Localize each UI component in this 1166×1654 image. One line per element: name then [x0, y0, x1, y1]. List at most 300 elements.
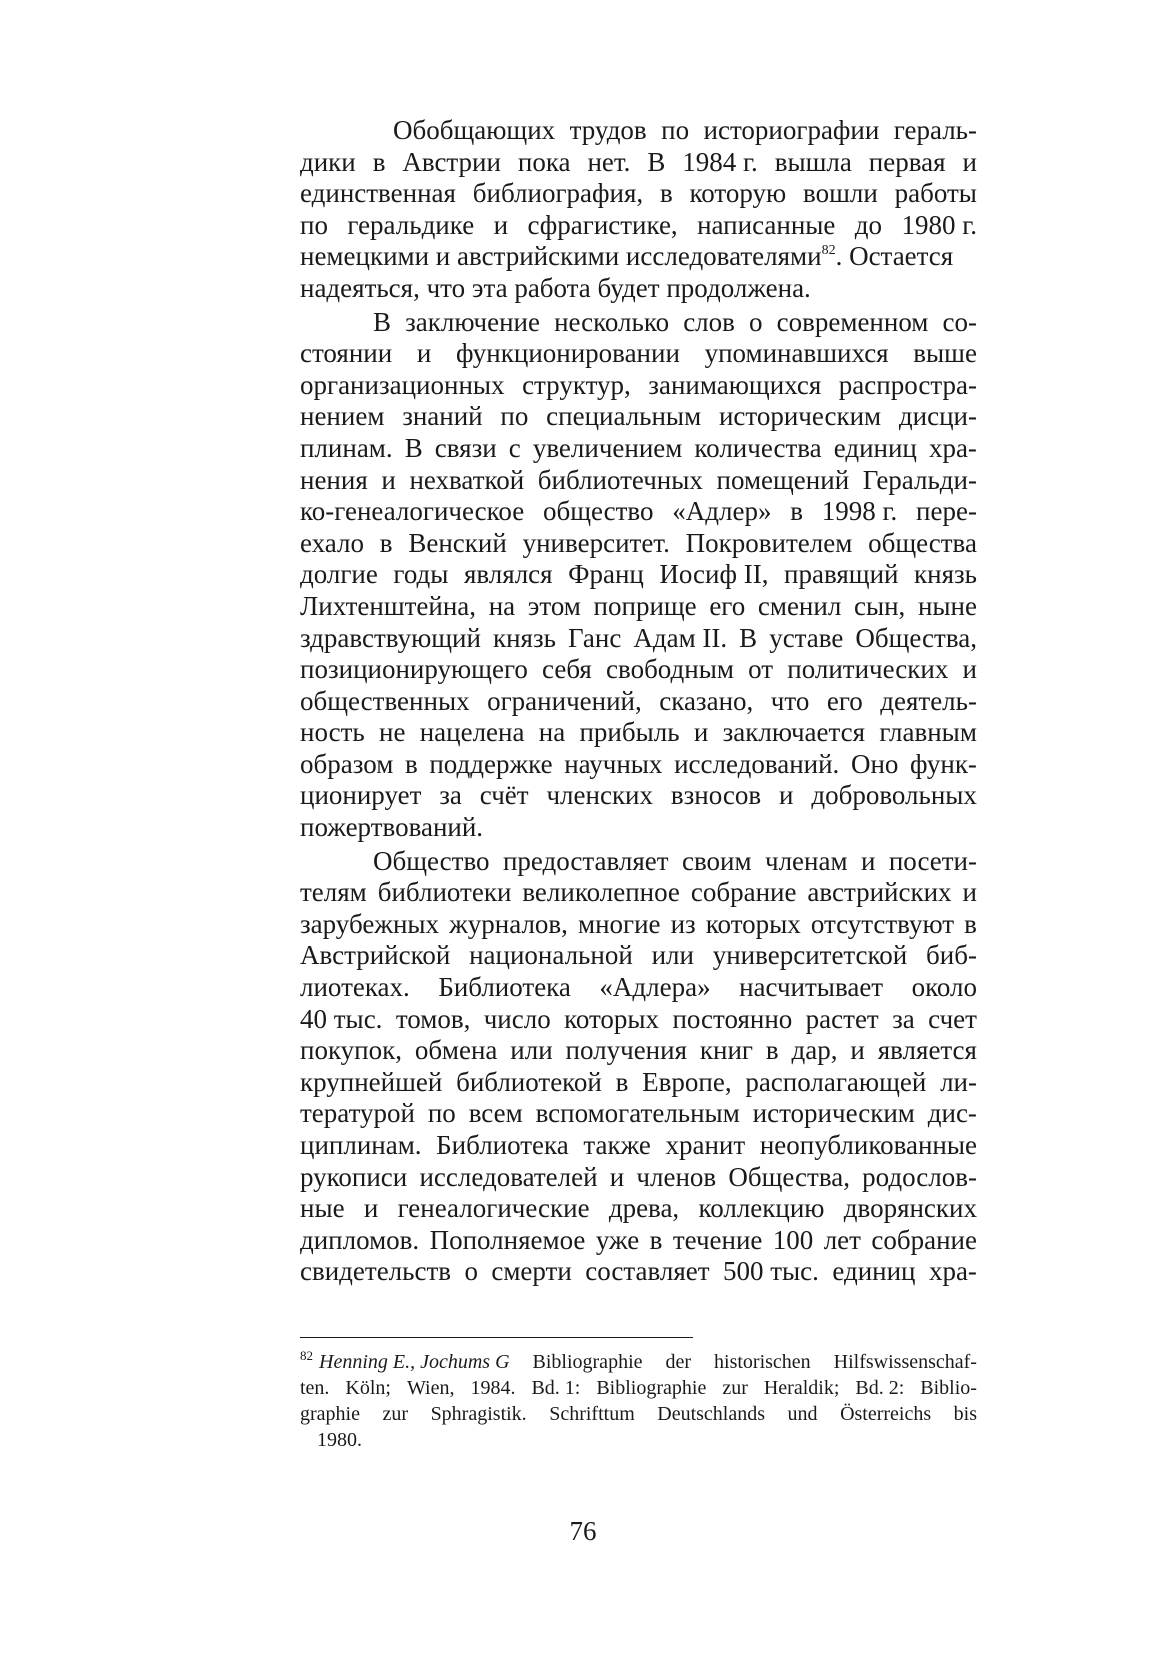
word: зарубежных — [300, 908, 440, 939]
text-line — [300, 465, 977, 497]
text-line — [300, 210, 977, 242]
word: bis — [953, 1403, 977, 1425]
text-line — [300, 1193, 977, 1225]
word: В — [373, 306, 392, 337]
word: правящий — [784, 559, 899, 590]
word: организационных — [300, 369, 505, 400]
word: знаний — [402, 401, 483, 432]
word: ционирует — [300, 780, 422, 811]
word: надеяться, что эта работа будет продолжена. — [300, 272, 811, 303]
word: деятель- — [880, 685, 977, 716]
word: несколько — [554, 306, 670, 337]
word: великолепное — [522, 877, 680, 908]
word: является — [877, 1035, 977, 1066]
footnote-line — [300, 1349, 977, 1375]
word: Bd. 1: — [531, 1377, 581, 1399]
text-line — [300, 1098, 977, 1130]
word: составляет — [585, 1256, 710, 1287]
word: хра- — [928, 432, 977, 463]
word: по — [300, 209, 328, 240]
word: биб- — [926, 940, 977, 971]
footnote-line — [300, 1375, 977, 1401]
word: плинам. — [300, 432, 393, 463]
word: der — [665, 1351, 692, 1373]
word: годы — [393, 559, 449, 590]
word: гераль- — [893, 115, 977, 145]
word: на — [538, 717, 566, 748]
word: членов — [636, 1161, 717, 1192]
word: слов — [683, 306, 735, 337]
word: о — [464, 1256, 478, 1287]
word: и — [416, 338, 432, 369]
word: растет — [805, 1003, 879, 1034]
word: Франц — [568, 559, 644, 590]
word: Deutschlands — [657, 1403, 766, 1425]
text-line — [300, 178, 977, 210]
word: Европе, — [642, 1066, 732, 1097]
word: из — [670, 908, 696, 939]
word: политических — [787, 654, 949, 685]
word: специальным — [546, 401, 702, 432]
word: связи — [434, 432, 497, 463]
word: структур, — [522, 369, 631, 400]
word: древа, — [608, 1193, 680, 1224]
text-line — [300, 749, 977, 781]
word: в — [765, 1035, 779, 1066]
word: вошли — [803, 178, 878, 209]
word: свидетельств — [300, 1256, 452, 1287]
text-line — [300, 370, 977, 402]
text-line — [300, 686, 977, 718]
word: Обобщающих — [393, 115, 556, 145]
word: австрийских — [807, 877, 952, 908]
word: обмена — [414, 1035, 498, 1066]
word: Адам II. — [633, 622, 728, 653]
word: в — [379, 527, 393, 558]
word: единиц — [833, 432, 917, 463]
word: о — [749, 306, 763, 337]
word: своим — [682, 845, 752, 876]
word: уже — [595, 1224, 640, 1255]
word: и — [381, 464, 396, 495]
word: Sphragistik. — [430, 1403, 527, 1425]
text-line — [300, 812, 977, 844]
text-line — [300, 307, 977, 339]
word: заключается — [722, 717, 866, 748]
word: Библиотека — [438, 972, 571, 1003]
word: Австрийской — [300, 940, 451, 971]
word: книг — [699, 1035, 753, 1066]
word: заключение — [405, 306, 540, 337]
word: и — [693, 717, 709, 748]
word: за — [892, 1003, 915, 1034]
text-line — [300, 1067, 977, 1099]
word: томов, — [395, 1003, 471, 1034]
word: библиография, — [472, 178, 644, 209]
word: университет. — [522, 527, 670, 558]
word: Wien, — [406, 1377, 455, 1399]
word: поприще — [593, 590, 697, 621]
word: количества — [694, 432, 822, 463]
word: 1980 г. — [901, 209, 977, 240]
word: крупнейшей — [300, 1066, 443, 1097]
word: от — [748, 654, 774, 685]
word: и — [962, 146, 977, 177]
word: что — [770, 685, 810, 716]
word: себя — [542, 654, 592, 685]
word: с — [508, 432, 521, 463]
word: ли- — [940, 1066, 977, 1097]
word: выше — [913, 338, 977, 369]
word: 100 — [772, 1224, 814, 1255]
word: Пополняемое — [429, 1224, 586, 1255]
word: В — [647, 146, 666, 177]
word: членам — [765, 845, 848, 876]
word: пока — [517, 146, 571, 177]
word: по — [500, 401, 529, 432]
word: этом — [527, 590, 581, 621]
word: Heraldik; — [763, 1377, 840, 1399]
word: общество — [542, 496, 654, 527]
word: помещений — [716, 464, 850, 495]
text-line — [300, 528, 977, 560]
word: смерти — [491, 1256, 572, 1287]
word: свободным — [606, 654, 734, 685]
word: вспомогательным — [535, 1098, 740, 1129]
word: национальной — [469, 940, 633, 971]
word: уставе — [769, 622, 844, 653]
word: Библиотека — [436, 1130, 569, 1160]
word: коллекцию — [698, 1193, 825, 1224]
text-line — [300, 909, 977, 941]
footnote-separator — [300, 1337, 693, 1338]
text-line — [300, 401, 977, 433]
word: постоянно — [672, 1003, 793, 1034]
word: которых — [705, 908, 801, 939]
footnote-reference[interactable]: 82 — [821, 243, 836, 259]
word: Общества, — [728, 1161, 850, 1192]
word: течение — [672, 1224, 763, 1255]
word: главным — [879, 717, 977, 748]
text-line — [300, 147, 977, 179]
word: 1998 г. — [821, 496, 898, 527]
word: Покровителем — [685, 527, 853, 558]
word: по — [661, 115, 690, 145]
word: упоминавшихся — [704, 338, 889, 369]
text-line — [300, 433, 977, 465]
footnote-line — [300, 1401, 977, 1427]
word: собрание — [871, 1224, 977, 1255]
word: дисци- — [898, 401, 977, 432]
text-line — [300, 115, 977, 147]
text-line — [300, 654, 977, 686]
word: 1980. — [317, 1429, 362, 1451]
word: или — [510, 1035, 553, 1066]
word: единиц — [832, 1256, 916, 1287]
word: здравствующий — [300, 622, 481, 653]
word: дар, — [791, 1035, 838, 1066]
word: Bd. 2: — [855, 1377, 905, 1399]
word: «Адлер» — [672, 496, 772, 527]
word: ность — [300, 717, 365, 748]
word: рукописи — [300, 1161, 408, 1192]
word: университетской — [712, 940, 908, 971]
word: Иосиф II, — [659, 559, 769, 590]
word: лиотеках. — [300, 972, 410, 1003]
word: в — [649, 1224, 663, 1255]
word: родослов- — [862, 1161, 977, 1192]
footnote-line — [300, 1427, 977, 1453]
word: 500 тыс. — [722, 1256, 819, 1287]
word: число — [483, 1003, 551, 1034]
text-line — [300, 1256, 977, 1288]
text-line — [300, 559, 977, 591]
word: увеличением — [532, 432, 683, 463]
word: членских — [546, 780, 654, 811]
text-line — [300, 780, 977, 812]
word: которую — [689, 178, 787, 209]
word: распростра- — [838, 369, 977, 400]
word: счет — [928, 1003, 977, 1034]
word: первая — [868, 146, 946, 177]
text-line — [300, 1162, 977, 1194]
text-segment — [300, 241, 953, 273]
text-line — [300, 623, 977, 655]
word: и — [493, 209, 509, 240]
text-line — [300, 1004, 977, 1036]
word: дипломов. — [300, 1224, 420, 1255]
word: или — [651, 940, 694, 971]
word: историческим — [718, 401, 882, 432]
word: историческим — [752, 1098, 915, 1129]
word: добровольных — [811, 780, 977, 811]
word: в — [404, 748, 418, 779]
word: библиотечных — [537, 464, 703, 495]
word: zur — [382, 1403, 409, 1425]
word: Геральди- — [862, 464, 977, 495]
word: являлся — [463, 559, 553, 590]
word: многие — [578, 908, 661, 939]
word: трудов — [569, 115, 647, 145]
word: князь — [492, 622, 556, 653]
word: Венский — [408, 527, 507, 558]
word: научных — [564, 748, 663, 779]
footnote-head — [300, 1349, 510, 1375]
word: на — [488, 590, 516, 621]
word: посети- — [888, 845, 977, 876]
word: счёт — [479, 780, 529, 811]
word: долгие — [300, 559, 378, 590]
word: предоставляет — [502, 845, 669, 876]
word: около — [911, 972, 977, 1003]
word: немецкими и австрийскими исследователями — [300, 241, 822, 272]
word: тературой — [300, 1098, 415, 1129]
text-line — [300, 846, 977, 878]
word: вышла — [774, 146, 852, 177]
word: пере- — [916, 496, 977, 527]
page-number: 76 — [569, 1516, 597, 1546]
word: Общества, — [855, 622, 977, 653]
footnote — [300, 1349, 977, 1453]
word: циплинам. — [300, 1130, 422, 1160]
word: В — [739, 622, 758, 653]
word: нацелена — [419, 717, 525, 748]
text-line — [300, 940, 977, 972]
word: телям — [300, 877, 367, 908]
word: князь — [914, 559, 977, 590]
word: Hilfswissenschaf- — [833, 1351, 977, 1373]
word: ко-генеалогическое — [300, 496, 525, 527]
word: его — [826, 685, 863, 716]
word: пожертвований. — [300, 812, 484, 843]
word: которых — [564, 1003, 660, 1034]
word: его — [709, 590, 746, 621]
word: покупок, — [300, 1035, 403, 1066]
word: ten. — [300, 1377, 330, 1399]
word: и — [850, 1035, 865, 1066]
word: единственная — [300, 178, 456, 209]
word: хранит — [665, 1130, 746, 1160]
word: Ганс — [567, 622, 622, 653]
word: zur — [722, 1377, 748, 1399]
main-text — [300, 115, 977, 1288]
word: не — [379, 717, 406, 748]
word: нет. — [587, 146, 631, 177]
text-line — [300, 241, 977, 273]
word: историографии — [703, 115, 880, 145]
word: Österreichs — [840, 1403, 932, 1425]
text-line — [300, 496, 977, 528]
word: und — [787, 1403, 818, 1425]
word: и — [962, 877, 977, 908]
text-line — [300, 1130, 977, 1162]
word: всем — [468, 1098, 523, 1129]
word: позиционирующего — [300, 654, 528, 685]
paragraph-3 — [300, 846, 977, 1288]
word: Лихтенштейна, — [300, 590, 477, 621]
word: в — [790, 496, 803, 527]
word: и — [609, 1161, 625, 1192]
word: и — [860, 845, 876, 876]
word: за — [439, 780, 462, 811]
word: геральдике — [347, 209, 475, 240]
word: стоянии — [300, 338, 393, 369]
word: . Остается — [835, 241, 954, 272]
paragraph-2 — [300, 307, 977, 844]
word: насчитывает — [739, 972, 884, 1003]
word: graphie — [300, 1403, 360, 1425]
word: сменил — [757, 590, 842, 621]
word: исследований. — [674, 748, 840, 779]
text-line — [300, 1035, 977, 1067]
word: занимающихся — [648, 369, 822, 400]
text-line — [300, 877, 977, 909]
word: сын, — [853, 590, 906, 621]
word: написанные — [697, 209, 836, 240]
word: «Адлера» — [599, 972, 711, 1003]
word: Bibliographie — [532, 1351, 643, 1373]
word: 40 тыс. — [300, 1003, 383, 1034]
word: отсутствуют — [810, 908, 955, 939]
word: лет — [823, 1224, 861, 1255]
word: нением — [300, 401, 385, 432]
word: в — [372, 146, 386, 177]
word: ныне — [917, 590, 977, 621]
word: общества — [868, 527, 977, 558]
word: В — [404, 432, 423, 463]
word: и — [962, 654, 977, 685]
word: располагающей — [745, 1066, 927, 1097]
word: поддержке — [429, 748, 553, 779]
word: Biblio- — [920, 1377, 977, 1399]
word: Австрии — [402, 146, 501, 177]
text-line — [300, 338, 977, 370]
word: генеалогические — [397, 1193, 590, 1224]
text-line — [300, 1225, 977, 1257]
word: библиотекой — [456, 1066, 602, 1097]
word: ехало — [300, 527, 364, 558]
word: сказано, — [659, 685, 754, 716]
word: Köln; — [345, 1377, 391, 1399]
text-line — [300, 273, 977, 305]
word: 1984. — [470, 1377, 516, 1399]
word: в — [615, 1066, 629, 1097]
word: ограничений, — [487, 685, 642, 716]
word: образом — [300, 748, 394, 779]
paragraph-1 — [300, 115, 977, 305]
text-line — [300, 717, 977, 749]
word: в — [659, 178, 673, 209]
word: до — [854, 209, 883, 240]
word: Общество — [373, 845, 490, 876]
word: работы — [894, 178, 977, 209]
word: исследователей — [419, 1161, 598, 1192]
word: 1984 г. — [682, 146, 758, 177]
word: журналов, — [449, 908, 568, 939]
word: функ- — [910, 748, 977, 779]
word: сфрагистике, — [527, 209, 678, 240]
word: и — [779, 780, 794, 811]
word: хра- — [928, 1256, 977, 1287]
footnote-authors: Henning E., Jochums G — [319, 1351, 510, 1373]
word: по — [427, 1098, 456, 1129]
word: и — [363, 1193, 379, 1224]
word: библиотеки — [377, 877, 512, 908]
word: функционировании — [455, 338, 680, 369]
word: ные — [300, 1193, 345, 1224]
text-line — [300, 591, 977, 623]
word: Bibliographie — [596, 1377, 707, 1399]
word: historischen — [714, 1351, 811, 1373]
word: также — [583, 1130, 651, 1160]
word: нения — [300, 464, 368, 495]
word: нехваткой — [409, 464, 525, 495]
word: дис- — [927, 1098, 977, 1129]
word: дики — [300, 146, 356, 177]
word: дворянских — [843, 1193, 977, 1224]
word: со- — [942, 306, 977, 337]
word: прибыль — [579, 717, 680, 748]
word: собрание — [690, 877, 797, 908]
word: получения — [565, 1035, 687, 1066]
word: взносов — [670, 780, 762, 811]
word: в — [964, 908, 977, 939]
text-line — [300, 972, 977, 1004]
word: неопубликованные — [759, 1130, 977, 1160]
word: Оно — [850, 748, 899, 779]
word: современном — [776, 306, 929, 337]
word: Schrifttum — [549, 1403, 635, 1425]
